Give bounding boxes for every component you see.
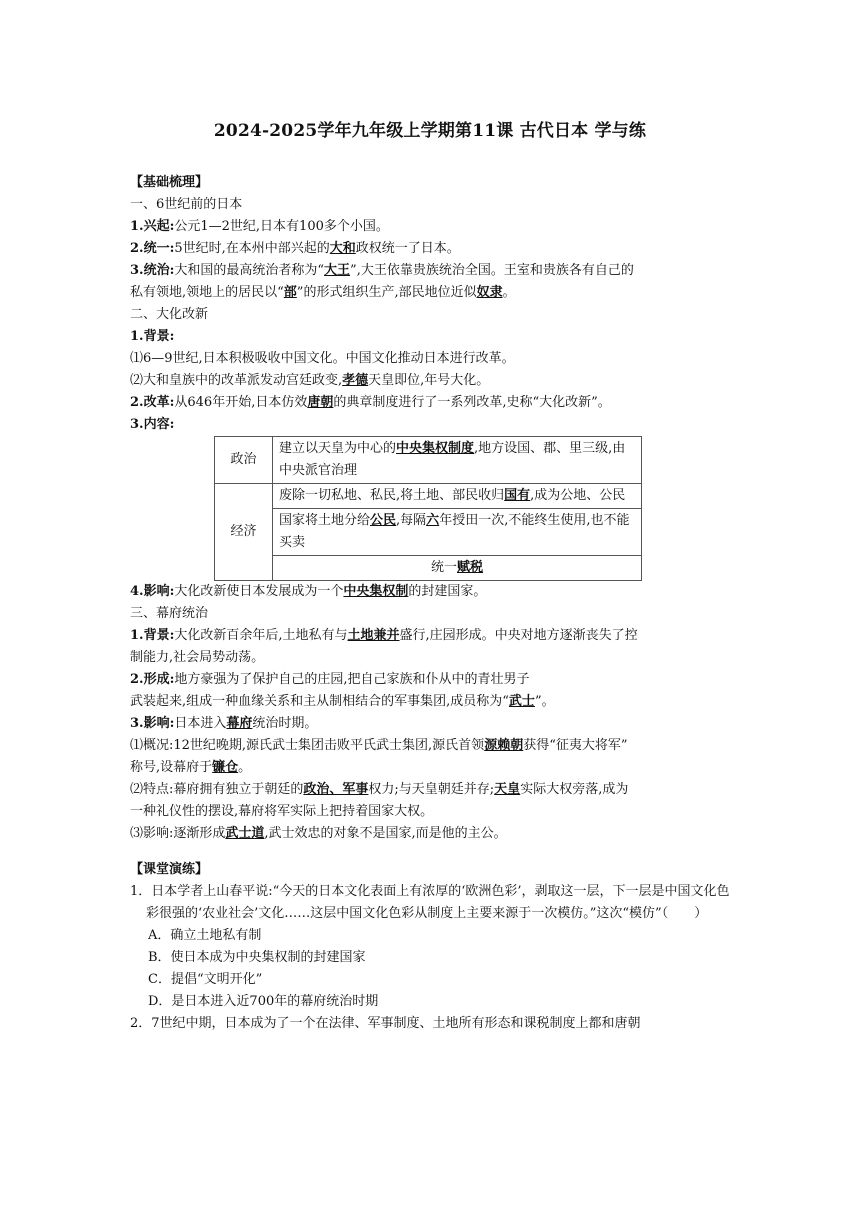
paragraph-formation-cont: 武装起来,组成一种血缘关系和主从制相结合的军事集团,成员称为“武士”。	[130, 694, 555, 709]
section-header-basics: 【基础梳理】	[130, 175, 209, 190]
table-row	[215, 556, 642, 581]
paragraph-shogunate-bg: 1.背景:大化改新百余年后,土地私有与土地兼并盛行,庄园形成。中央对地方逐渐丧失了控	[130, 628, 638, 643]
question-1-option-d: D．是日本进入近700年的幕府统治时期	[148, 994, 379, 1009]
heading-pre6th: 一、6世纪前的日本	[130, 197, 243, 212]
question-1-option-a: A．确立土地私有制	[148, 928, 262, 943]
question-1-option-c: C．提倡“文明开化”	[148, 972, 263, 987]
paragraph-effect-1: ⑴概况:12世纪晚期,源氏武士集团击败平氏武士集团,源氏首领源赖朝获得“征夷大将军”	[130, 738, 628, 753]
paragraph-impact: 4.影响:大化改新使日本发展成为一个中央集权制的封建国家。	[130, 584, 487, 599]
paragraph-shogunate-bg-cont: 制能力,社会局势动荡。	[130, 650, 265, 665]
row-label-economy: 经济	[215, 484, 273, 581]
paragraph-bg2: ⑵大和皇族中的改革派发动宫廷政变,孝德天皇即位,年号大化。	[130, 373, 490, 388]
paragraph-bg1: ⑴6—9世纪,日本积极吸收中国文化。中国文化推动日本进行改革。	[130, 351, 515, 366]
document-body	[130, 172, 740, 1035]
heading-shogunate: 三、幕府统治	[130, 606, 209, 621]
paragraph-rise: 1.兴起:公元1—2世纪,日本有100多个小国。	[130, 219, 389, 234]
question-1-option-b: B．使日本成为中央集权制的封建国家	[148, 950, 366, 965]
paragraph-effect-2: ⑵特点:幕府拥有独立于朝廷的政治、军事权力;与天皇朝廷并存;天皇实际大权旁落,成为	[130, 782, 629, 797]
paragraph-rule-cont: 私有领地,领地上的居民以“部”的形式组织生产,部民地位近似奴隶。	[130, 285, 516, 300]
spacer	[130, 845, 740, 859]
paragraph-effect-3: ⑶影响:逐渐形成武士道,武士效忠的对象不是国家,而是他的主公。	[130, 826, 507, 841]
label-background: 1.背景:	[130, 329, 175, 344]
cell-politics: 建立以天皇为中心的中央集权制度,地方设国、郡、里三级,由中央派官治理	[273, 437, 642, 484]
question-1: 1．日本学者上山春平说:“今天的日本文化表面上有浓厚的‘欧洲色彩’，剥取这一层，下一层是中国文化色彩很强的‘农业社会’文化……这层中国文化色彩从制度上主要来源于一次模仿。”这次“模仿”（ ）	[130, 884, 730, 921]
table-row	[215, 484, 642, 509]
paragraph-reform: 2.改革:从646年开始,日本仿效唐朝的典章制度进行了一系列改革,史称“大化改新”。	[130, 395, 611, 410]
paragraph-formation: 2.形成:地方豪强为了保护自己的庄园,把自己家族和仆从中的青壮男子	[130, 672, 530, 687]
table-row	[215, 509, 642, 556]
row-label-politics: 政治	[215, 437, 273, 484]
question-2: 2．7世纪中期，日本成为了一个在法律、军事制度、土地所有形态和课税制度上都和唐朝	[130, 1016, 641, 1031]
paragraph-rule: 3.统治:大和国的最高统治者称为“大王”,大王依靠贵族统治全国。王室和贵族各有自己的	[130, 263, 634, 278]
paragraph-effect: 3.影响:日本进入幕府统治时期。	[130, 716, 318, 731]
paragraph-unify: 2.统一:5世纪时,在本州中部兴起的大和政权统一了日本。	[130, 241, 460, 256]
heading-taika: 二、大化改新	[130, 307, 209, 322]
cell-economy-1: 废除一切私地、私民,将土地、部民收归国有,成为公地、公民	[273, 484, 642, 509]
label-content: 3.内容:	[130, 417, 175, 432]
paragraph-effect-1-cont: 称号,设幕府于镰仓。	[130, 760, 252, 775]
section-header-practice: 【课堂演练】	[130, 862, 209, 877]
paragraph-effect-2-cont: 一种礼仪性的摆设,幕府将军实际上把持着国家大权。	[130, 804, 434, 819]
table-row	[215, 437, 642, 484]
page-title: 2024-2025学年九年级上学期第11课 古代日本 学与练	[213, 121, 647, 141]
cell-economy-3: 统一赋税	[273, 556, 642, 581]
cell-economy-2: 国家将土地分给公民,每隔六年授田一次,不能终生使用,也不能买卖	[273, 509, 642, 556]
reform-content-table	[214, 436, 642, 581]
